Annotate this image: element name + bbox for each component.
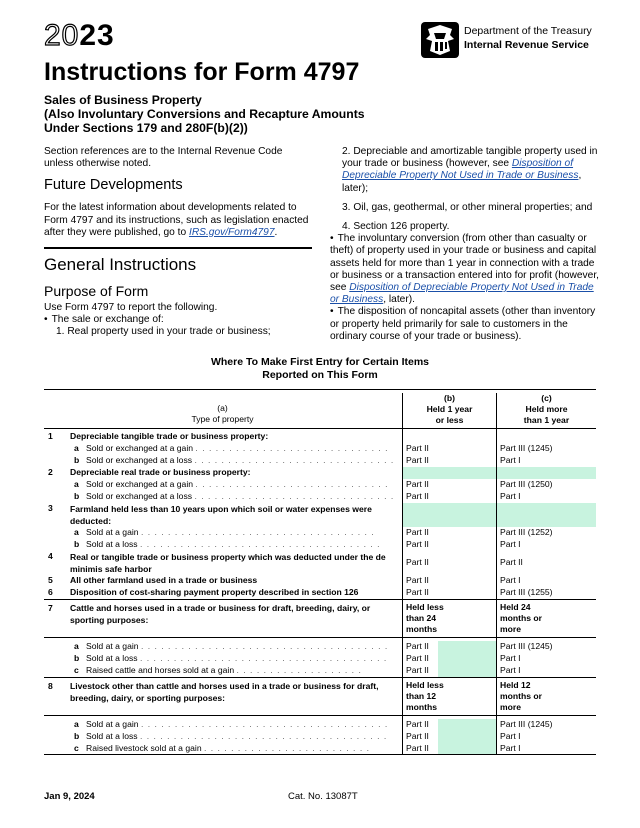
purpose-heading: Purpose of Form (44, 283, 149, 300)
table-row (44, 431, 596, 443)
row-desc: Cattle and horses used in a trade or business for draft, breeding, dairy, or sporting purposes: (70, 603, 371, 625)
cell-shade (438, 719, 496, 731)
row-text: Sold at a gain (86, 719, 139, 729)
table-row (44, 455, 596, 467)
row-number (44, 653, 58, 665)
table-row (44, 467, 596, 479)
table-row (44, 527, 596, 539)
item2-text: 2. Depreciable and amortizable tangible property used in your trade or business (however, see (342, 146, 598, 170)
table-row (44, 491, 596, 503)
table-row (44, 665, 596, 677)
period: . (274, 226, 278, 238)
row-number: 5 (48, 575, 53, 585)
row-desc: Farmland held less than 10 years upon which soil or water expenses were deducted: (70, 504, 372, 526)
cell-b: Part II (402, 587, 496, 599)
row-desc: b Sold at a loss . . . . . . . . . . . . . . . . . . . . . . . . . . . . . . . . . . . . (74, 539, 381, 549)
table-row (44, 653, 596, 665)
row-desc: b Sold or exchanged at a loss . . . . . . . . . . . . . . . . . . . . . . . . . . . . . . (74, 455, 395, 465)
cell-c: Part I (496, 731, 596, 743)
footer-cat-number: Cat. No. 13087T (288, 791, 358, 802)
row-number (44, 719, 58, 731)
row-text: Sold at a loss (86, 731, 138, 741)
cell-b-shaded (402, 503, 496, 527)
table-row (44, 641, 596, 653)
row-desc: b Sold at a loss . . . . . . . . . . . . . . . . . . . . . . . . . . . . . . . . . . . . . (74, 731, 388, 741)
row-text: Raised cattle and horses sold at a gain (86, 665, 235, 675)
cell-shade (438, 665, 496, 677)
row-number (44, 491, 58, 503)
item2-tail: , later); (342, 170, 582, 194)
future-developments-text (44, 202, 312, 239)
first-entry-table (44, 389, 596, 755)
cell-c: Part I (496, 455, 596, 467)
cell-c: Part I (496, 491, 596, 503)
row-text: Sold or exchanged at a loss (86, 455, 193, 465)
bullet-noncapital-assets: • The disposition of noncapital assets (other than inventory or property held primarily for sale to customers in the ordinary course of your trade or business). (330, 306, 600, 343)
table-row (44, 479, 596, 491)
table-row (44, 731, 596, 743)
cell-c: Part III (1245) (496, 641, 596, 653)
disposition-link[interactable]: Disposition of Depreciable Property Not Used in Trade or Business (342, 158, 579, 182)
row-number (44, 479, 58, 491)
table-row (44, 539, 596, 551)
row-number (44, 731, 58, 743)
cell-c: Part III (1245) (496, 443, 596, 455)
purpose-text: Use Form 4797 to report the following. (44, 302, 218, 314)
disposition-link[interactable]: Disposition of Depreciable Property Not Used in Trade or Business (330, 282, 594, 306)
cell-b: Part II (402, 479, 496, 491)
cell-b: Part II (402, 539, 496, 551)
col-label: Held more (525, 404, 568, 414)
right-column (330, 146, 600, 350)
col-label: Held 1 year (426, 404, 473, 414)
bullet-involuntary-conversion (330, 233, 600, 306)
cell-b (402, 653, 496, 665)
cell-c: Part III (1252) (496, 527, 596, 539)
list-item: 4. Section 126 property. (342, 221, 450, 233)
cell-c-shaded (496, 503, 596, 527)
dept-treasury: Department of the Treasury (464, 25, 592, 37)
general-instructions-heading: General Instructions (44, 247, 312, 275)
cell-c: Part I (496, 539, 596, 551)
cell-b: Part II (402, 455, 496, 467)
cell-text: Part II (406, 743, 429, 753)
table-row (44, 587, 596, 599)
row-number (44, 743, 58, 754)
col-letter: (c) (541, 393, 552, 403)
row-number (44, 539, 58, 551)
row-desc: b Sold at a loss . . . . . . . . . . . . . . . . . . . . . . . . . . . . . . . . . . . . . (74, 653, 388, 663)
cell-shade (438, 641, 496, 653)
table-row (44, 575, 596, 587)
cell-c: Part I (496, 743, 596, 754)
table-title (0, 356, 640, 382)
cell-c: Part III (1255) (496, 587, 596, 599)
table-row (44, 443, 596, 455)
row-text: Raised livestock sold at a gain (86, 743, 202, 753)
cell-text: Part II (406, 653, 429, 663)
future-text: For the latest information about developments related to Form 4797 and its instructions, such as legislation enacted after they were published, go to (44, 202, 309, 238)
row-desc: Livestock other than cattle and horses used in a trade or business for draft, breeding, dairy, or sporting purposes: (70, 681, 379, 703)
row-text: Sold at a loss (86, 653, 138, 663)
cell-b: Part II (402, 575, 496, 587)
table-row (44, 551, 596, 575)
cell-text: Part II (406, 719, 429, 729)
row-text: Sold at a gain (86, 527, 139, 537)
row-text: Sold at a loss (86, 539, 138, 549)
subtitle-line: Under Sections 179 and 280F(b)(2)) (44, 121, 248, 135)
subtitle-line: (Also Involuntary Conversions and Recapture Amounts (44, 107, 365, 121)
row-desc: Depreciable tangible trade or business property: (70, 431, 269, 441)
cell-b: Part II (402, 491, 496, 503)
cell-text: Part II (406, 731, 429, 741)
cell-shade (438, 653, 496, 665)
col-label: or less (435, 415, 464, 425)
table-row (44, 599, 596, 637)
row-number: 7 (48, 603, 53, 613)
row-desc: c Raised livestock sold at a gain . . . . . . . . . . . . . . . . . . . . . . . . . (74, 743, 370, 753)
list-item (330, 146, 600, 195)
list-item: 3. Oil, gas, geothermal, or other mineral properties; and (342, 201, 593, 213)
bullet2-tail: , later). (383, 294, 415, 306)
row-number: 2 (48, 467, 53, 477)
cell-b (402, 431, 496, 443)
row-number: 6 (48, 587, 53, 597)
row-text: Sold or exchanged at a gain (86, 479, 194, 489)
col-letter: (a) (217, 403, 228, 413)
table-title-line: Reported on This Form (262, 369, 378, 381)
cell-b (402, 641, 496, 653)
irs-form4797-link[interactable]: IRS.gov/Form4797 (188, 226, 275, 238)
row-number (44, 641, 58, 653)
row-desc: a Sold at a gain . . . . . . . . . . . . . . . . . . . . . . . . . . . . . . . . . . . . . (74, 641, 389, 651)
left-column (44, 146, 312, 346)
row-number (44, 455, 58, 467)
row-text: Sold or exchanged at a gain (86, 443, 194, 453)
cell-c-header: Held 12 months or more (496, 678, 596, 715)
cell-c (496, 431, 596, 443)
row-desc: Depreciable real trade or business property: (70, 467, 251, 477)
col-label: than 1 year (523, 415, 570, 425)
page-title: Instructions for Form 4797 (44, 58, 360, 86)
cell-c: Part II (496, 551, 596, 575)
row-text: Sold or exchanged at a loss (86, 491, 193, 501)
cell-b (402, 719, 496, 731)
row-desc: a Sold or exchanged at a gain . . . . . . . . . . . . . . . . . . . . . . . . . . . . . (74, 443, 389, 453)
irs-eagle-logo-icon (420, 21, 460, 59)
cell-b-header: Held less than 12 months (402, 678, 496, 715)
cell-c: Part III (1245) (496, 719, 596, 731)
table-title-line: Where To Make First Entry for Certain Items (210, 356, 430, 368)
cell-c: Part I (496, 665, 596, 677)
form-year (44, 20, 115, 52)
cell-c-shaded (496, 467, 596, 479)
col-letter: (b) (444, 393, 455, 403)
cell-text: Part II (406, 641, 429, 651)
row-number (44, 527, 58, 539)
agency-block (420, 21, 610, 61)
row-desc: Disposition of cost-sharing payment property described in section 126 (70, 587, 359, 597)
cell-shade (438, 743, 496, 754)
cell-c: Part III (1250) (496, 479, 596, 491)
table-row (44, 719, 596, 731)
row-desc: a Sold at a gain . . . . . . . . . . . . . . . . . . . . . . . . . . . . . . . . . . . . . (74, 719, 389, 729)
cell-b: Part II (402, 551, 496, 575)
footer-date: Jan 9, 2024 (44, 791, 95, 802)
cell-b-shaded (402, 467, 496, 479)
cell-b (402, 731, 496, 743)
cell-b: Part II (402, 527, 496, 539)
row-number: 8 (48, 681, 53, 691)
bullet2-text: The involuntary conversion (from other than casualty or theft) of property used in your trade or business and capital assets held for more than 1 year in connection with a trade or business or a transaction entered into for profit (however, see (330, 233, 599, 294)
table-row (44, 503, 596, 527)
row-desc: a Sold or exchanged at a gain . . . . . . . . . . . . . . . . . . . . . . . . . . . . . (74, 479, 389, 489)
cell-c: Part I (496, 653, 596, 665)
table-row (44, 677, 596, 715)
row-desc: b Sold or exchanged at a loss . . . . . . . . . . . . . . . . . . . . . . . . . . . . . . (74, 491, 395, 501)
cell-b (402, 665, 496, 677)
year-solid: 23 (79, 19, 115, 52)
cell-c: Part I (496, 575, 596, 587)
col-label: Type of property (191, 414, 254, 424)
list-item: 1. Real property used in your trade or business; (56, 326, 271, 338)
row-desc: All other farmland used in a trade or business (70, 575, 258, 585)
table-header (44, 389, 596, 429)
dept-irs: Internal Revenue Service (464, 39, 589, 51)
row-desc: a Sold at a gain . . . . . . . . . . . . . . . . . . . . . . . . . . . . . . . . . . . (74, 527, 375, 537)
row-number: 1 (48, 431, 53, 441)
page-subtitle (44, 93, 464, 135)
table-row (44, 743, 596, 755)
row-desc: Real or tangible trade or business property which was deducted under the de minimis safe harbor (70, 552, 386, 574)
cell-text: Part II (406, 665, 429, 675)
col-a-header (44, 403, 401, 425)
subtitle-line: Sales of Business Property (44, 93, 202, 107)
future-developments-heading: Future Developments (44, 177, 183, 194)
row-number (44, 443, 58, 455)
cell-c-header: Held 24 months or more (496, 600, 596, 637)
row-number (44, 665, 58, 677)
cell-b: Part II (402, 443, 496, 455)
row-number: 3 (48, 503, 53, 513)
bullet-sale-exchange: • The sale or exchange of: (44, 314, 312, 326)
col-b-header (402, 393, 496, 431)
cell-b-header: Held less than 24 months (402, 600, 496, 637)
cell-b (402, 743, 496, 754)
year-outline: 20 (44, 19, 80, 52)
intro-text: Section references are to the Internal Revenue Code unless otherwise noted. (44, 146, 283, 170)
col-c-header (496, 393, 596, 431)
cell-shade (438, 731, 496, 743)
row-desc: c Raised cattle and horses sold at a gain . . . . . . . . . . . . . . . . . . . (74, 665, 362, 675)
row-text: Sold at a gain (86, 641, 139, 651)
row-number: 4 (48, 551, 53, 561)
